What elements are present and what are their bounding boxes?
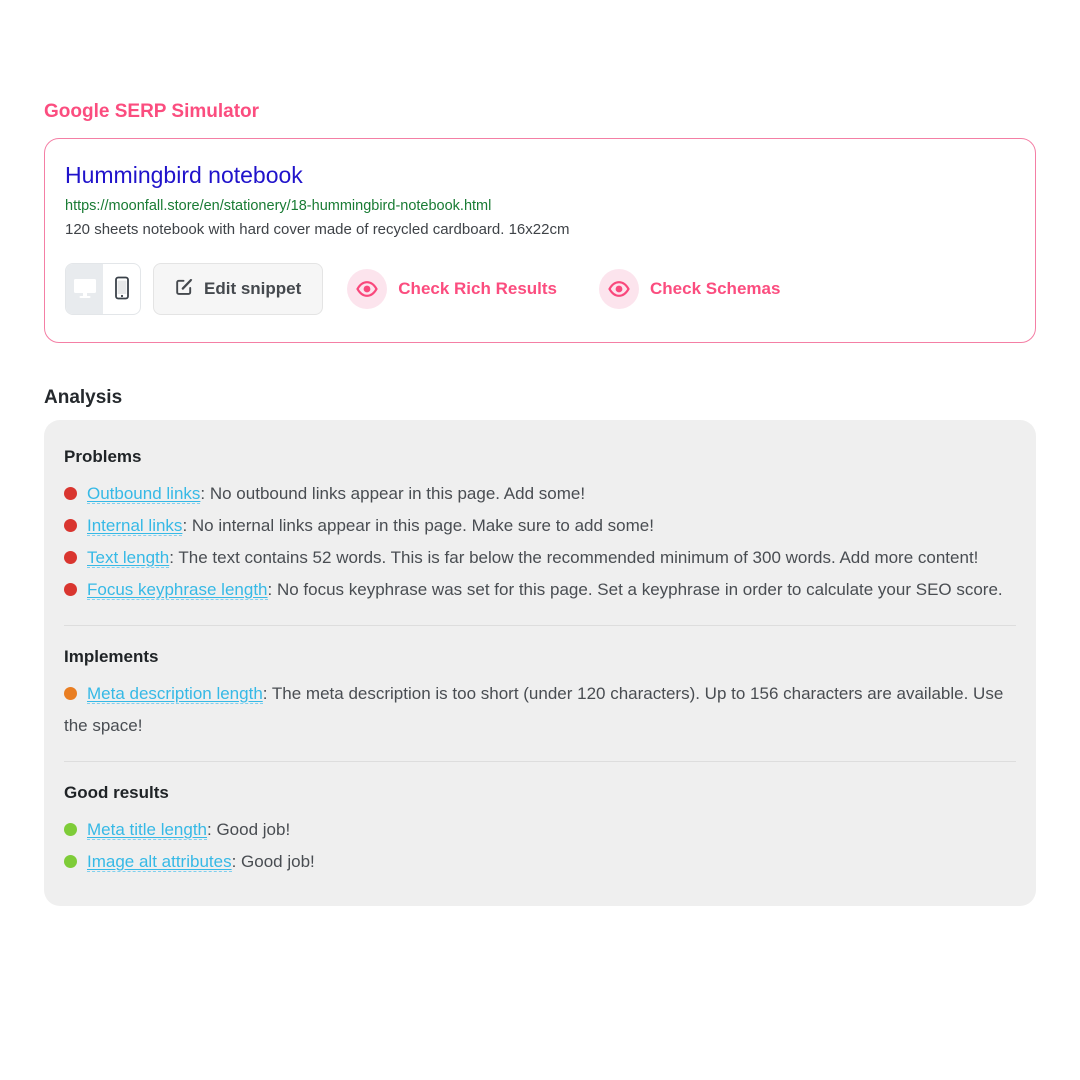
desktop-preview-button[interactable] [66,264,103,314]
mobile-preview-button[interactable] [103,264,140,314]
analysis-item-link[interactable]: Meta description length [87,684,263,703]
check-schemas-label: Check Schemas [650,279,781,298]
analysis-item [64,678,1016,742]
device-preview-toggle [65,263,141,315]
serp-result-url: https://moonfall.store/en/stationery/18-hummingbird-notebook.html [65,198,492,214]
analysis-item-text: : The text contains 52 words. This is far below the recommended minimum of 300 words. Add more content! [169,548,979,567]
edit-pencil-square-icon [175,277,194,301]
edit-snippet-label: Edit snippet [204,279,302,298]
analysis-card [44,420,1036,906]
analysis-item-text: : The meta description is too short (under 120 characters). Up to 156 characters are available. Use the space! [64,684,1004,735]
eye-icon [347,269,387,309]
analysis-item-text: : No internal links appear in this page. Make sure to add some! [182,516,654,535]
status-dot-error-icon [64,519,77,532]
serp-result-title: Hummingbird notebook [65,162,303,188]
section-title: Implements [64,647,159,666]
analysis-item-link[interactable]: Image alt attributes [87,852,232,871]
mobile-icon [115,276,129,303]
desktop-icon [72,276,98,303]
eye-icon [599,269,639,309]
section-title: Problems [64,447,142,466]
analysis-section-problems [64,447,1016,606]
page-title: Google SERP Simulator [44,101,260,122]
status-dot-error-icon [64,487,77,500]
status-dot-good-icon [64,855,77,868]
analysis-section-implements [64,625,1016,742]
status-dot-error-icon [64,583,77,596]
check-schemas-link[interactable] [599,269,780,309]
status-dot-warning-icon [64,687,77,700]
analysis-item-text: : No outbound links appear in this page. Add some! [200,484,586,503]
analysis-item [64,846,1016,878]
check-rich-results-link[interactable] [347,269,557,309]
analysis-item [64,542,1016,574]
analysis-item [64,478,1016,510]
analysis-heading: Analysis [44,387,123,408]
analysis-item [64,574,1016,606]
serp-result-description: 120 sheets notebook with hard cover made of recycled cardboard. 16x22cm [65,221,570,238]
serp-actions-row [65,263,1015,315]
analysis-item-link[interactable]: Outbound links [87,484,201,503]
status-dot-good-icon [64,823,77,836]
analysis-item-text: : No focus keyphrase was set for this page. Set a keyphrase in order to calculate your SEO score. [267,580,1003,599]
analysis-section-good-results [64,761,1016,878]
analysis-item-link[interactable]: Text length [87,548,170,567]
analysis-item [64,510,1016,542]
serp-preview-card [44,138,1036,343]
analysis-item-text: : Good job! [231,852,315,871]
analysis-item-link[interactable]: Focus keyphrase length [87,580,268,599]
analysis-item [64,814,1016,846]
edit-snippet-button[interactable] [153,263,323,315]
analysis-item-text: : Good job! [207,820,291,839]
check-rich-results-label: Check Rich Results [398,279,558,298]
analysis-item-link[interactable]: Meta title length [87,820,208,839]
status-dot-error-icon [64,551,77,564]
analysis-item-link[interactable]: Internal links [87,516,183,535]
section-title: Good results [64,783,169,802]
